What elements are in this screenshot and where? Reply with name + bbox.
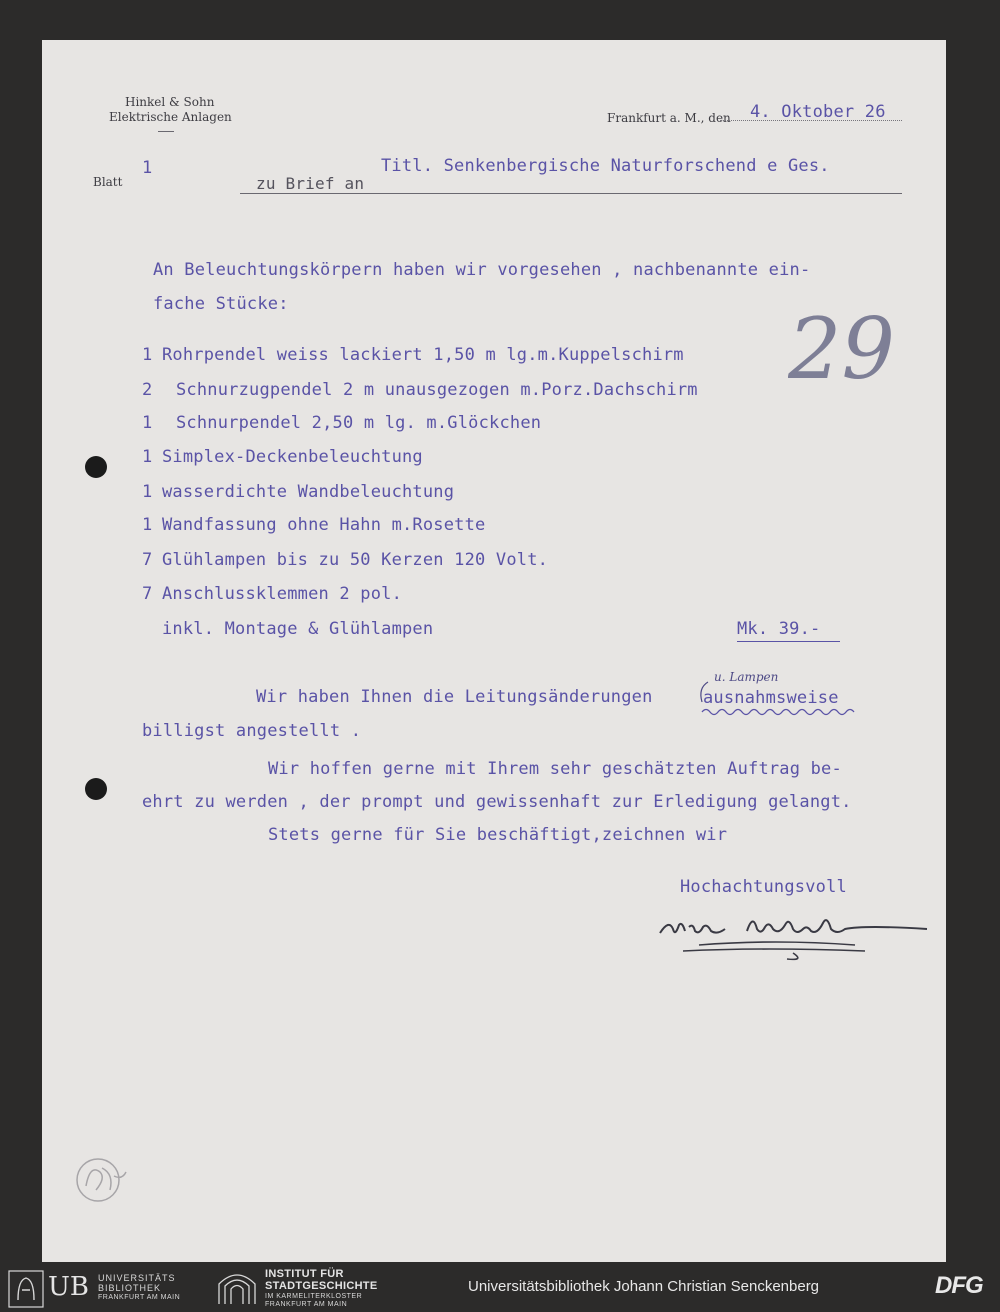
- insertion-mark: [696, 680, 710, 704]
- paragraph-1-emphasis: ausnahmsweise: [703, 688, 839, 708]
- item-qty: 1: [142, 447, 153, 467]
- blatt-label: Blatt: [93, 175, 123, 189]
- brief-label: zu Brief an: [256, 174, 365, 193]
- paragraph-2-line-2: ehrt zu werden , der prompt und gewissenhaft zur Erledigung gelangt.: [142, 792, 852, 812]
- isg-line-3: IM KARMELITERKLOSTER: [265, 1293, 363, 1300]
- letterhead-divider: [158, 131, 174, 132]
- intro-line-1: An Beleuchtungskörpern haben wir vorgesehen , nachbenannte ein-: [153, 260, 811, 280]
- ub-line-2: BIBLIOTHEK: [98, 1283, 162, 1293]
- item-qty: 1: [142, 515, 153, 535]
- item-text: Schnurpendel 2,50 m lg. m.Glöckchen: [176, 413, 542, 433]
- library-name: Universitätsbibliothek Johann Christian Senckenberg: [468, 1278, 820, 1295]
- item-text: Anschlussklemmen 2 pol.: [162, 584, 403, 604]
- item-qty: 7: [142, 584, 153, 604]
- handwritten-folio-number: [788, 300, 898, 418]
- ub-logo-icon: [8, 1270, 44, 1308]
- dfg-logo: DFG: [935, 1272, 983, 1299]
- footer-bar: [0, 1262, 1000, 1312]
- isg-line-2: STADTGESCHICHTE: [265, 1280, 378, 1292]
- isg-line-1: INSTITUT FÜR: [265, 1268, 344, 1280]
- company-name: Hinkel & Sohn: [125, 95, 215, 109]
- library-stamp: [70, 1150, 132, 1208]
- item-qty: 7: [142, 550, 153, 570]
- svg-text:29: 29: [788, 300, 895, 398]
- total-amount: Mk. 39.-: [737, 619, 821, 639]
- total-label: inkl. Montage & Glühlampen: [162, 619, 434, 639]
- signature: [655, 905, 935, 965]
- ub-line-3: FRANKFURT AM MAIN: [98, 1294, 181, 1301]
- handwritten-insert: u. Lampen: [714, 670, 779, 684]
- recipient-name: Titl. Senkenbergische Naturforschend e Ges.: [381, 156, 830, 176]
- paragraph-2-line-1: Wir hoffen gerne mit Ihrem sehr geschätzten Auftrag be-: [268, 759, 842, 779]
- punch-hole-top: [85, 456, 107, 478]
- paragraph-3: Stets gerne für Sie beschäftigt,zeichnen wir: [268, 825, 728, 845]
- punch-hole-bottom: [85, 778, 107, 800]
- ub-short: UB: [48, 1272, 90, 1302]
- letter-date: 4. Oktober 26: [750, 102, 886, 122]
- item-qty: 1: [142, 482, 153, 502]
- item-text: Schnurzugpendel 2 m unausgezogen m.Porz.Dachschirm: [176, 380, 698, 400]
- paragraph-1-line-2: billigst angestellt .: [142, 721, 362, 741]
- item-qty: 2: [142, 380, 153, 400]
- letter-page: [42, 40, 946, 1262]
- item-text: Simplex-Deckenbeleuchtung: [162, 447, 423, 467]
- blatt-number: 1: [142, 158, 153, 178]
- item-text: Rohrpendel weiss lackiert 1,50 m lg.m.Kuppelschirm: [162, 345, 684, 365]
- intro-line-2: fache Stücke:: [153, 294, 289, 314]
- place-label: Frankfurt a. M., den: [607, 111, 731, 125]
- isg-arch-icon: [216, 1270, 258, 1306]
- item-text: Glühlampen bis zu 50 Kerzen 120 Volt.: [162, 550, 549, 570]
- item-text: wasserdichte Wandbeleuchtung: [162, 482, 455, 502]
- wavy-underline: [700, 706, 860, 718]
- recipient-underline: [240, 193, 902, 194]
- paragraph-1-line-1: Wir haben Ihnen die Leitungsänderungen: [256, 687, 653, 707]
- item-qty: 1: [142, 413, 153, 433]
- item-text: Wandfassung ohne Hahn m.Rosette: [162, 515, 486, 535]
- isg-line-4: FRANKFURT AM MAIN: [265, 1301, 348, 1308]
- ub-line-1: UNIVERSITÄTS: [98, 1273, 176, 1283]
- closing: Hochachtungsvoll: [680, 877, 847, 897]
- total-underline: [737, 641, 840, 642]
- item-qty: 1: [142, 345, 153, 365]
- company-subtitle: Elektrische Anlagen: [109, 110, 232, 124]
